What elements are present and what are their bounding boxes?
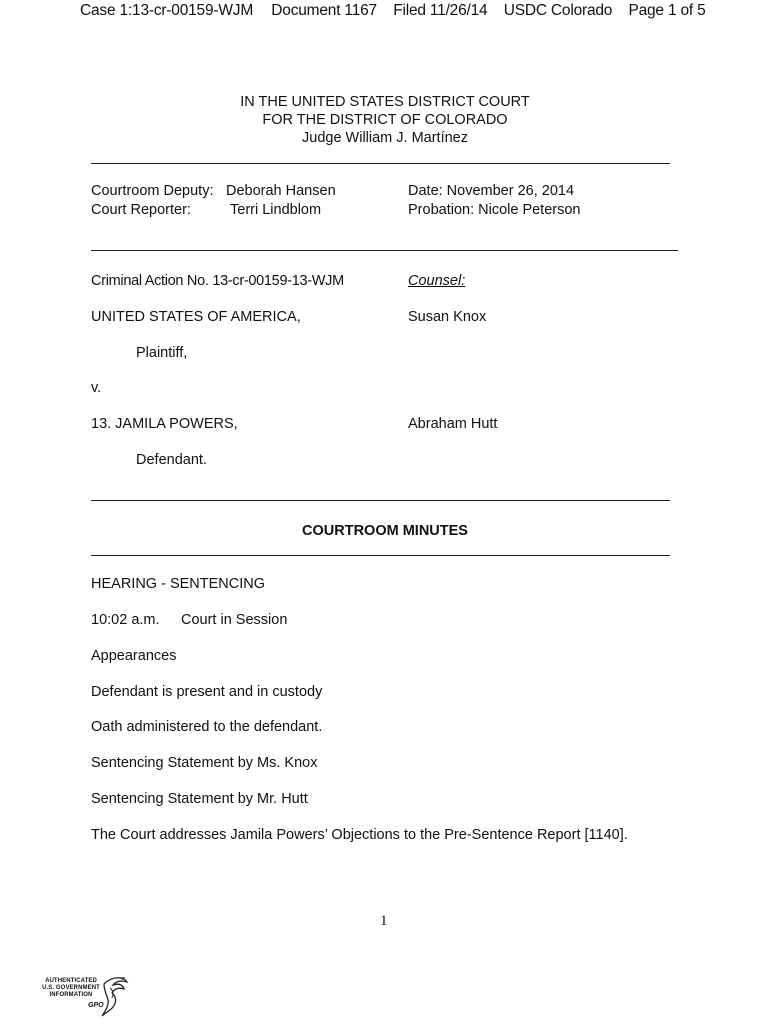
gpo-line-2: U.S. GOVERNMENT xyxy=(42,985,100,991)
divider xyxy=(91,250,678,251)
plaintiff-counsel: Susan Knox xyxy=(408,309,487,325)
counsel-heading: Counsel: xyxy=(408,273,466,289)
minutes-entry: Sentencing Statement by Ms. Knox xyxy=(91,755,318,771)
gpo-line-3: INFORMATION xyxy=(49,992,93,998)
gpo-authentication-logo xyxy=(40,974,132,1018)
session-time: 10:02 a.m. xyxy=(91,612,160,628)
page-number: 1 xyxy=(380,913,388,929)
reporter-name: Terri Lindblom xyxy=(230,202,322,218)
reporter-label: Court Reporter: xyxy=(91,202,191,218)
gpo-mark: GPO xyxy=(88,1002,104,1009)
minutes-title: COURTROOM MINUTES xyxy=(302,523,468,539)
deputy-label: Courtroom Deputy: xyxy=(91,183,214,199)
stamp-document: Document 1167 xyxy=(271,2,377,19)
caption-district: FOR THE DISTRICT OF COLORADO xyxy=(262,112,508,128)
eagle-icon xyxy=(100,974,130,1018)
probation-officer: Probation: Nicole Peterson xyxy=(408,202,581,218)
divider xyxy=(91,163,670,164)
hearing-type: HEARING - SENTENCING xyxy=(91,576,266,592)
defendant-role: Defendant. xyxy=(136,452,207,468)
filing-stamp xyxy=(80,2,706,20)
hearing-date: Date: November 26, 2014 xyxy=(408,183,575,199)
caption-judge: Judge William J. Martínez xyxy=(302,130,468,146)
criminal-action-number: Criminal Action No. 13-cr-00159-13-WJM xyxy=(91,273,344,289)
defendant-name: 13. JAMILA POWERS, xyxy=(91,416,238,432)
minutes-entry: Defendant is present and in custody xyxy=(91,684,323,700)
stamp-case: Case 1:13-cr-00159-WJM xyxy=(80,2,254,19)
minutes-entry: Oath administered to the defendant. xyxy=(91,719,323,735)
stamp-page: Page 1 of 5 xyxy=(628,2,706,19)
gpo-line-1: AUTHENTICATED xyxy=(45,978,97,984)
minutes-entry: Appearances xyxy=(91,648,177,664)
defendant-counsel: Abraham Hutt xyxy=(408,416,498,432)
plaintiff-name: UNITED STATES OF AMERICA, xyxy=(91,309,301,325)
divider xyxy=(91,555,670,556)
versus: v. xyxy=(91,380,102,396)
stamp-court: USDC Colorado xyxy=(503,2,613,19)
divider xyxy=(91,500,670,501)
minutes-entry: Sentencing Statement by Mr. Hutt xyxy=(91,791,308,807)
minutes-entry: The Court addresses Jamila Powers’ Objections to the Pre-Sentence Report [1140]. xyxy=(91,827,628,843)
stamp-filed: Filed 11/26/14 xyxy=(393,2,488,19)
caption-court: IN THE UNITED STATES DISTRICT COURT xyxy=(240,94,530,110)
session-status: Court in Session xyxy=(181,612,288,628)
deputy-name: Deborah Hansen xyxy=(226,183,336,199)
plaintiff-role: Plaintiff, xyxy=(136,345,188,361)
